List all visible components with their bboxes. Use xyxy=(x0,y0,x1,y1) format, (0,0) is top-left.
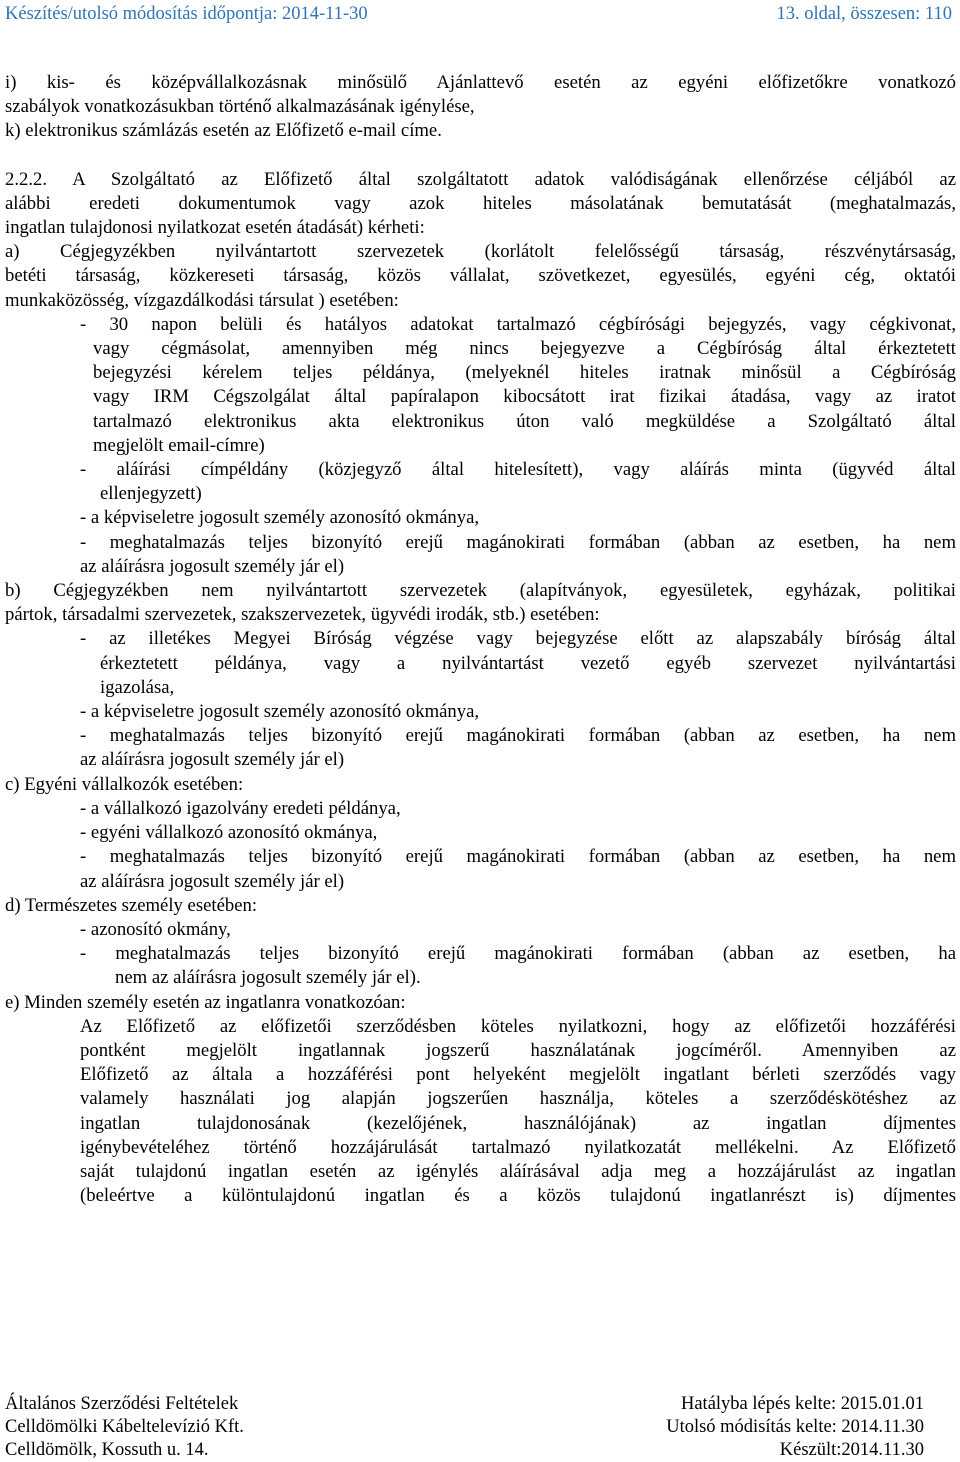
text-line: szabályok vonatkozásukban történő alkalmazásának igénylése, xyxy=(5,96,475,118)
text-line: - aláírási címpéldány (közjegyző által hitelesített), vagy aláírás minta (ügyvéd által xyxy=(80,459,956,481)
text-line: - 30 napon belüli és hatályos adatokat tartalmazó cégbírósági bejegyzés, vagy cégkivonat, xyxy=(80,313,956,335)
text-line: saját tulajdonú ingatlan esetén az igénylés aláírásával adja meg a hozzájárulást az ingatlan xyxy=(80,1160,956,1182)
text-line: 2.2.2. A Szolgáltató az Előfizető által szolgáltatott adatok valódiságának ellenőrzése céljából az xyxy=(5,168,956,190)
text-line: igénybevételéhez történő hozzájárulását tartalmazó nyilatkozatát mellékelni. Az Előfizető xyxy=(80,1136,956,1158)
text-line: valamely használati jog alapján jogszerűen használja, köteles a szerződéskötéshez az xyxy=(80,1088,956,1110)
footer-left-text: Celldömölk, Kossuth u. 14. xyxy=(5,1440,209,1460)
blank-line xyxy=(5,144,956,168)
text-line: (beleértve a különtulajdonú ingatlan és a közös tulajdonú ingatlanrészt is) díjmentes xyxy=(80,1185,956,1207)
text-line: betéti társaság, közkereseti társaság, közös vállalat, szövetkezet, egyesülés, egyéni cég, oktatói xyxy=(5,265,956,287)
text-line: ingatlan tulajdonosi nyilatkozat esetén átadását) kérheti: xyxy=(5,217,425,239)
text-line: az aláírásra jogosult személy jár el) xyxy=(80,555,345,577)
text-line: ingatlan tulajdonosának (kezelőjének, használójának) az ingatlan díjmentes xyxy=(80,1112,956,1134)
text-line: pontként megjelölt ingatlannak jogszerű használatának jogcíméről. Amennyiben az xyxy=(80,1039,956,1061)
text-line: - a képviseletre jogosult személy azonosító okmánya, xyxy=(80,507,480,529)
text-line: e) Minden személy esetén az ingatlanra vonatkozóan: xyxy=(5,991,406,1013)
text-line: Előfizető az általa a hozzáférési pont helyeként megjelölt ingatlant bérleti szerződés vagy xyxy=(80,1064,956,1086)
text-line: vagy cégmásolat, amennyiben még nincs bejegyezve a Cégbíróság által érkeztetett xyxy=(93,338,956,360)
text-line: munkaközösség, vízgazdálkodási társulat ) esetében: xyxy=(5,289,399,311)
text-line: d) Természetes személy esetében: xyxy=(5,894,258,916)
text-line: - az illetékes Megyei Bíróság végzése vagy bejegyzése előtt az alapszabály bíróság által xyxy=(80,628,956,650)
text-line: vagy IRM Cégszolgálat által papíralapon kibocsátott irat fizikai átadása, vagy az iratot xyxy=(93,386,956,408)
footer-row xyxy=(5,1439,924,1462)
page-footer xyxy=(5,1393,924,1462)
text-line: tartalmazó elektronikus akta elektronikus úton való megküldése a Szolgáltató által xyxy=(93,410,956,432)
footer-row xyxy=(5,1416,924,1439)
text-line: k) elektronikus számlázás esetén az Előfizető e-mail címe. xyxy=(5,120,442,142)
footer-left-text: Általános Szerződési Feltételek xyxy=(5,1394,239,1414)
footer-right-text: Utolsó módisítás kelte: 2014.11.30 xyxy=(666,1417,924,1437)
text-line: - a képviseletre jogosult személy azonosító okmánya, xyxy=(80,701,480,723)
text-line: a) Cégjegyzékben nyilvántartott szervezetek (korlátolt felelősségű társaság, részvénytársaság, xyxy=(5,241,956,263)
footer-right-text: Készült:2014.11.30 xyxy=(779,1440,924,1460)
text-line: az aláírásra jogosult személy jár el) xyxy=(80,749,345,771)
text-line: nem az aláírásra jogosult személy jár el). xyxy=(115,967,421,989)
text-line: érkeztetett példánya, vagy a nyilvántartást vezető egyéb szervezet nyilvántartási xyxy=(100,652,956,674)
text-line: megjelölt email-címre) xyxy=(93,434,265,456)
text-line: ellenjegyzett) xyxy=(100,483,202,505)
text-line: - meghatalmazás teljes bizonyító erejű magánokirati formában (abban az esetben, ha nem xyxy=(80,531,956,553)
header-page-number: 13. oldal, összesen: 110 xyxy=(776,4,952,24)
footer-row xyxy=(5,1393,924,1416)
text-line: Az Előfizető az előfizetői szerződésben köteles nyilatkozni, hogy az előfizetői hozzáférési xyxy=(80,1015,956,1037)
text-line: i) kis- és középvállalkozásnak minősülő Ajánlattevő esetén az egyéni előfizetőkre vonatkozó xyxy=(5,72,956,93)
footer-right-text: Hatályba lépés kelte: 2015.01.01 xyxy=(680,1394,924,1414)
text-line: pártok, társadalmi szervezetek, szakszervezetek, ügyvédi irodák, stb.) esetében: xyxy=(5,604,600,626)
text-line: - a vállalkozó igazolvány eredeti példánya, xyxy=(80,797,401,819)
text-line: bejegyzési kérelem teljes példánya, (melyeknél hiteles iratnak minősül a Cégbíróság xyxy=(93,362,956,384)
footer-left-text: Celldömölki Kábeltelevízió Kft. xyxy=(5,1417,244,1437)
text-line: c) Egyéni vállalkozók esetében: xyxy=(5,773,244,795)
text-line: - meghatalmazás teljes bizonyító erejű magánokirati formában (abban az esetben, ha xyxy=(80,943,956,965)
text-line: igazolása, xyxy=(100,676,175,698)
header-created-date: Készítés/utolsó módosítás időpontja: 2014-11-30 xyxy=(5,4,368,24)
text-line: b) Cégjegyzékben nem nyilvántartott szervezetek (alapítványok, egyesületek, egyházak, politikai xyxy=(5,580,956,602)
text-line: - meghatalmazás teljes bizonyító erejű magánokirati formában (abban az esetben, ha nem xyxy=(80,725,956,747)
text-line: alábbi eredeti dokumentumok vagy azok hiteles másolatának bemutatását (meghatalmazás, xyxy=(5,192,956,214)
body-text xyxy=(5,71,956,1208)
text-line: - azonosító okmány, xyxy=(80,918,231,940)
text-line: - egyéni vállalkozó azonosító okmánya, xyxy=(80,822,378,844)
text-line: - meghatalmazás teljes bizonyító erejű magánokirati formában (abban az esetben, ha nem xyxy=(80,846,956,868)
text-line: az aláírásra jogosult személy jár el) xyxy=(80,870,345,892)
